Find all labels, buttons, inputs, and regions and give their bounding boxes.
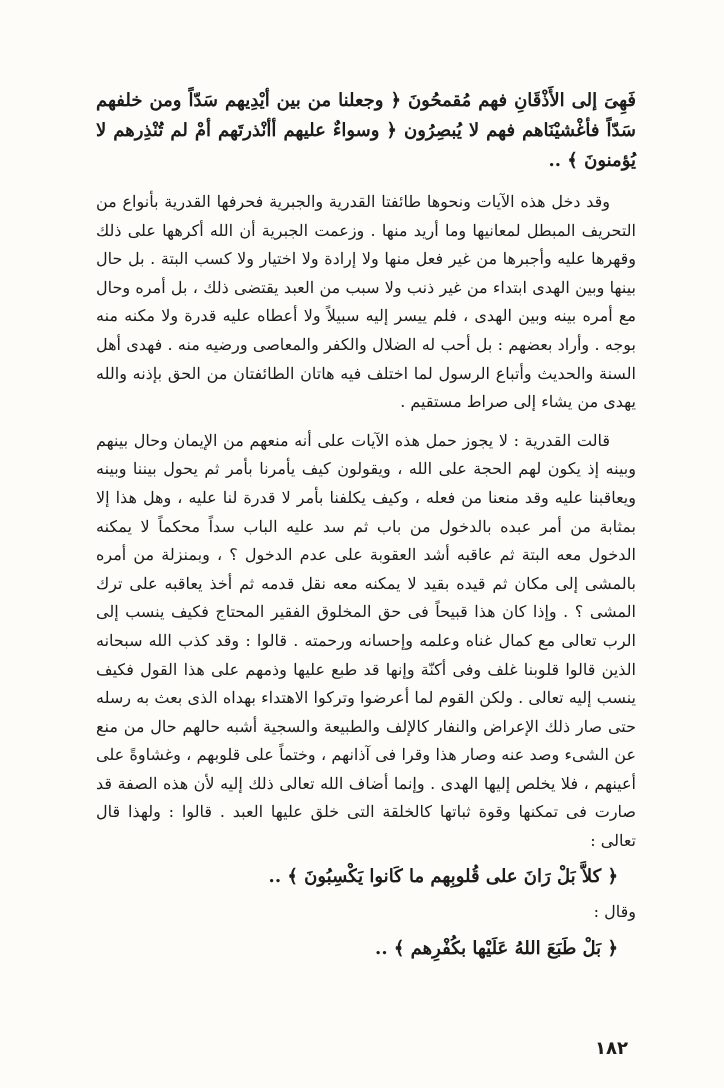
quran-verse-kalla: ﴿ كلاَّ بَلْ رَانَ على قُلوبِهم ما كَانوا يَكْسِبُونَ ﴾ ..: [268, 865, 618, 887]
wa-qal-label: وقال :: [593, 901, 636, 921]
page-number: ١٨٢: [595, 1038, 628, 1059]
paragraph-jabriya-qadariya: وقد دخل هذه الآيات ونحوها طائفتا القدرية والجبرية فحرفها القدرية بأنواع من التحريف المبطل لمعانيها وما أريد منها . وزعمت الجبرية أن الله أكرهها على ذلك وقهرها عليه وأجبرها من غير فعل منها ولا إرادة ولا اختيار ولا كسب البتة . بل حال بينها وبين الهدى ابتداء من غير ذنب ولا سبب من العبد يقتضى ذلك ، بل أمره وحال مع أمره بينه وبين الهدى ، فلم ييسر إليه سبيلاً ولا أعطاه عليه قدرة ولا مكنه منه بوجه . وأراد بعضهم : بل أحب له الضلال والكفر والمعاصى ورضيه منه . فهدى أهل السنة والحديث وأتباع الرسول لما اختلف فيه هاتان الطائفتان من الحق بإذنه والله يهدى من يشاء إلى صراط مستقيم .: [96, 192, 636, 412]
quran-verse-tabaa: ﴿ بَلْ طَبَعَ اللهُ عَلَيْها بكُفْرِهم ﴾ ..: [375, 937, 618, 959]
quran-verse-top: فَهِىَ إلى الأَذْقَانِ فهم مُقمحُونَ ﴿ وجعلنا من بين أيْدِيهم سَدّاً ومن خلفهم سَدّاً فأغْشيْنَاهم فهم لا يُبصِرُون ﴿ وسواءٌ عليهم أأنْذرتَهم أمْ لم تُنْذِرهم لا يُؤمنونَ ﴾ ..: [96, 90, 636, 171]
book-page: [96, 86, 636, 968]
paragraph-qadariya-argument: قالت القدرية : لا يجوز حمل هذه الآيات على أنه منعهم من الإيمان وحال بينهم وبينه إذ يكون لهم الحجة على الله ، ويقولون كيف يأمرنا بأمر ثم يحول بيننا وبينه ويعاقبنا عليه وقد منعنا من فعله ، وكيف يكلفنا بأمر لا قدرة لنا عليه ، وهل هذا إلا بمثابة من أمر عبده بالدخول من باب ثم سد عليه الباب سداً محكماً لا يمكنه الدخول معه البتة ثم عاقبه أشد العقوبة على عدم الدخول ؟ ، وبمنزلة من أمره بالمشى إلى مكان ثم قيده بقيد لا يمكنه معه نقل قدمه ثم أخذ يعاقبه على ترك المشى ؟ . وإذا كان هذا قبيحاً فى حق المخلوق الفقير المحتاج فكيف ينسب إلى الرب تعالى مع كمال غناه وعلمه وإحسانه ورحمته . قالوا : وقد كذب الله سبحانه الذين قالوا قلوبنا غلف وفى أكنّة وإنها قد طبع عليها وذمهم على هذا القول فكيف ينسب إليه تعالى . ولكن القوم لما أعرضوا وتركوا الاهتداء بهداه الذى بعث به رسله حتى صار ذلك الإعراض والنفار كالإلف والطبيعة والسجية أشبه حالهم حال من منع عن الشىء وصد عنه وصار هذا وقرا فى آذانهم ، وختماً على قلوبهم ، وغشاوةً على أعينهم ، فلا يخلص إليها الهدى . وإنما أضاف الله تعالى ذلك إليه لأن هذه الصفة قد صارت فى تمكنها وقوة ثباتها كالخلقة التى خلق عليها العبد . قالوا : ولهذا قال تعالى :: [96, 430, 637, 851]
